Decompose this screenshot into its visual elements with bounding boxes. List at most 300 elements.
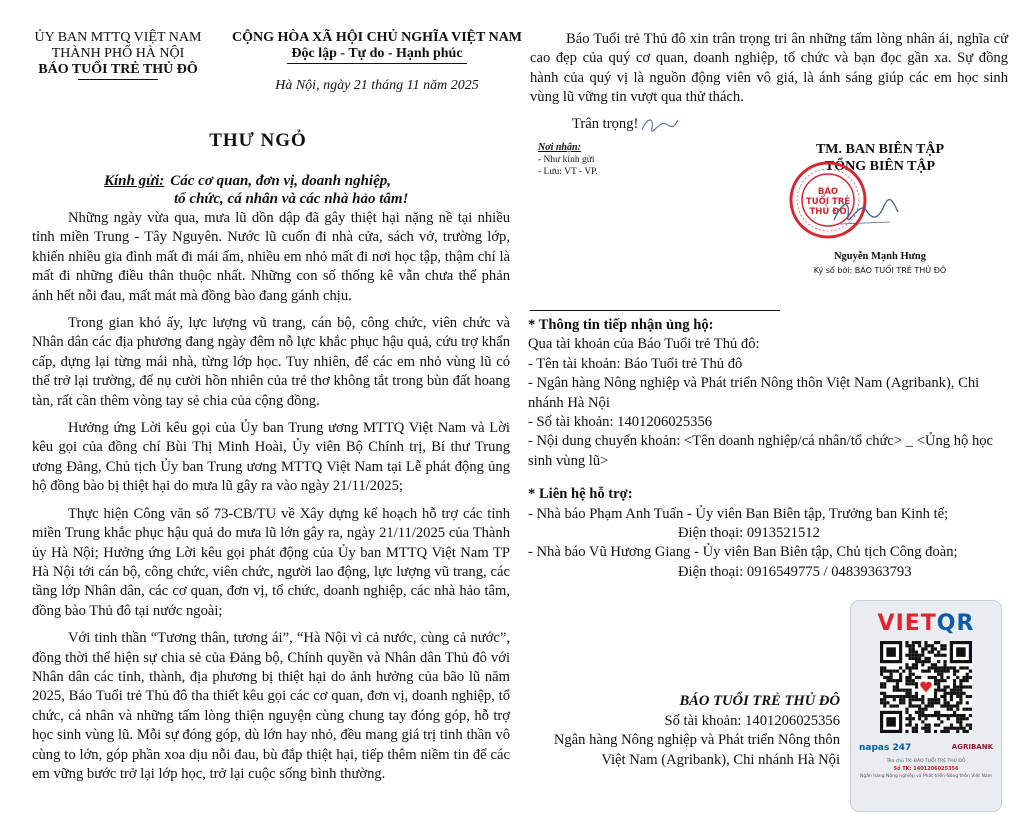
qr-module [909, 673, 912, 676]
qr-module [959, 685, 962, 688]
qr-module [909, 654, 912, 657]
agribank-logo: AGRIBANK [951, 743, 993, 751]
qr-module [962, 714, 965, 717]
qr-module [934, 730, 937, 733]
qr-module [921, 701, 924, 704]
qr-module [940, 647, 943, 650]
qr-module [912, 657, 915, 660]
qr-module [924, 670, 927, 673]
qr-module [934, 654, 937, 657]
qr-module [937, 711, 940, 714]
letter-title: THƯ NGỎ [209, 130, 307, 151]
qr-module [943, 730, 946, 733]
qr-module [953, 689, 956, 692]
qr-module [956, 717, 959, 720]
qr-module [937, 670, 940, 673]
qr-module [921, 711, 924, 714]
qr-module [940, 714, 943, 717]
initial-signature-icon [640, 114, 680, 136]
qr-module [928, 670, 931, 673]
svg-text:TUỔI TRẺ: TUỔI TRẺ [805, 197, 851, 207]
qr-module [959, 717, 962, 720]
qr-module [962, 676, 965, 679]
qr-module [909, 720, 912, 723]
qr-module [921, 663, 924, 666]
account-summary-bank-2: Việt Nam (Agribank), Chi nhánh Hà Nội [601, 751, 840, 768]
qr-module [880, 698, 883, 701]
thanks-block [530, 30, 1008, 108]
qr-module [931, 714, 934, 717]
national-motto: Độc lập - Tự do - Hạnh phúc [291, 46, 463, 61]
account-summary-title: BÁO TUỔI TRẺ THỦ ĐÔ [679, 693, 840, 709]
qr-module [934, 670, 937, 673]
qr-module [880, 692, 883, 695]
qr-module [912, 727, 915, 730]
closing-regards: Trân trọng! [572, 116, 639, 132]
qr-module [931, 644, 934, 647]
qr-module [969, 695, 972, 698]
qr-module [943, 701, 946, 704]
qr-module [909, 670, 912, 673]
qr-module [962, 666, 965, 669]
qr-module [928, 651, 931, 654]
qr-module [950, 698, 953, 701]
qr-module [931, 647, 934, 650]
account-number: - Số tài khoản: 1401206025356 [528, 414, 713, 431]
svg-text:BÁO: BÁO [817, 187, 839, 197]
qr-module [918, 714, 921, 717]
qr-module [893, 689, 896, 692]
qr-module [934, 711, 937, 714]
qr-code-icon [880, 641, 972, 733]
qr-module [883, 704, 886, 707]
qr-module [880, 682, 883, 685]
qr-module [966, 708, 969, 711]
qr-module [947, 670, 950, 673]
vietqr-card [850, 600, 1002, 812]
qr-module [953, 727, 956, 730]
qr-module [934, 701, 937, 704]
qr-module [915, 730, 918, 733]
recipient-label: Kính gửi: [104, 173, 165, 189]
qr-module [956, 685, 959, 688]
qr-module [915, 663, 918, 666]
qr-module [921, 720, 924, 723]
qr-module [940, 676, 943, 679]
qr-module [918, 717, 921, 720]
qr-module [915, 698, 918, 701]
qr-module [909, 704, 912, 707]
qr-module [940, 670, 943, 673]
qr-module [909, 682, 912, 685]
qr-module [947, 727, 950, 730]
qr-module [921, 708, 924, 711]
qr-module [883, 695, 886, 698]
qr-module [883, 676, 886, 679]
account-summary-bank-1: Ngân hàng Nông nghiệp và Phát triển Nông thôn [553, 732, 840, 748]
qr-module [924, 717, 927, 720]
qr-module [883, 701, 886, 704]
qr-module [934, 695, 937, 698]
qr-module [937, 714, 940, 717]
qr-module [943, 714, 946, 717]
qr-module [966, 673, 969, 676]
qr-module [918, 698, 921, 701]
qr-module [947, 692, 950, 695]
body-paragraph-4: Thực hiện Công văn số 73-CB/TU về Xây dựng kế hoạch hỗ trợ các tỉnh miền Trung khắc phục hậu quả do mưa lũ lớn gây ra, ngày 21/11/2025 của Thành ủy Hà Nội; Hưởng ứng Lời kêu gọi phát động của Ủy ban MTTQ Việt Nam TP Hà Nội tới cán bộ, công chức, viên chức, người lao động, lực lượng vũ trang, các tầng lớp Nhân dân, các cơ quan, đơn vị, tổ chức, doanh nghiệp, các nhà hảo tâm, đồng bào Thủ đô tại nước ngoài; [32, 505, 510, 619]
qr-module [953, 711, 956, 714]
qr-module [956, 689, 959, 692]
qr-module [959, 692, 962, 695]
qr-module [915, 685, 918, 688]
qr-module [950, 666, 953, 669]
qr-module [931, 704, 934, 707]
qr-module [934, 679, 937, 682]
qr-module [934, 689, 937, 692]
qr-module [962, 679, 965, 682]
qr-module [890, 670, 893, 673]
qr-module [915, 692, 918, 695]
qr-module [912, 666, 915, 669]
qr-module [909, 657, 912, 660]
qr-module [918, 644, 921, 647]
qr-module [918, 711, 921, 714]
qr-module [966, 695, 969, 698]
qr-module [909, 679, 912, 682]
qr-module [909, 666, 912, 669]
qr-account-number: Số TK: 1401206025356 [893, 766, 959, 772]
qr-module [915, 704, 918, 707]
qr-module [915, 676, 918, 679]
qr-module [956, 695, 959, 698]
qr-module [899, 673, 902, 676]
qr-module [899, 698, 902, 701]
qr-module [915, 682, 918, 685]
qr-module [928, 666, 931, 669]
qr-module [886, 701, 889, 704]
qr-module [880, 685, 883, 688]
qr-module [937, 654, 940, 657]
qr-module [943, 727, 946, 730]
section-divider [530, 310, 780, 311]
vietqr-logo: VIETQR [877, 611, 975, 636]
qr-module [934, 676, 937, 679]
qr-module [947, 717, 950, 720]
qr-module [943, 695, 946, 698]
qr-module [956, 714, 959, 717]
qr-module [943, 666, 946, 669]
qr-module [915, 727, 918, 730]
issuer-header [18, 30, 218, 80]
qr-module [912, 698, 915, 701]
qr-module [959, 682, 962, 685]
qr-module [928, 644, 931, 647]
qr-module [883, 685, 886, 688]
thanks-paragraph: Báo Tuổi trẻ Thủ đô xin trân trọng tri ân những tấm lòng nhân ái, nghĩa cử cao đẹp của quý cơ quan, doanh nghiệp, tổ chức và bạn đọc gần xa. Sự đồng hành của quý vị là nguồn động viên vô giá, là ánh sáng giúp các em học sinh vùng lũ vững tin vượt qua thử thách. [530, 31, 1008, 106]
qr-module [909, 714, 912, 717]
qr-module [924, 723, 927, 726]
qr-module [937, 698, 940, 701]
qr-module [905, 708, 908, 711]
qr-module [918, 654, 921, 657]
qr-module [934, 692, 937, 695]
qr-module [940, 689, 943, 692]
qr-module [934, 647, 937, 650]
qr-module [902, 701, 905, 704]
info-section [528, 316, 1012, 582]
qr-module [937, 673, 940, 676]
letter-date: Hà Nội, ngày 21 tháng 11 năm 2025 [275, 78, 479, 93]
qr-module [909, 692, 912, 695]
qr-module [924, 704, 927, 707]
qr-module [905, 695, 908, 698]
qr-module [896, 670, 899, 673]
recipients-list [538, 142, 738, 178]
body-paragraph-1: Những ngày vừa qua, mưa lũ dồn dập đã gây thiệt hại nặng nề tại nhiều tỉnh miền Trung - Tây Nguyên. Nước lũ cuốn đi nhà cửa, sách vở, trường lớp, khiến nhiều gia đình mất đi mái ấm, nhiều em nhỏ mất đi nơi học tập, thậm chí là mất đi những điều thân thuộc nhất. Những con số thống kê vẫn chưa thể phản ánh hết nỗi đau, mất mát mà đồng bào đang gánh chịu. [32, 210, 510, 304]
qr-module [940, 673, 943, 676]
qr-module [947, 704, 950, 707]
qr-module [918, 641, 921, 644]
qr-module [893, 695, 896, 698]
qr-module [915, 641, 918, 644]
qr-module [953, 673, 956, 676]
qr-module [943, 698, 946, 701]
qr-module [905, 682, 908, 685]
qr-module [928, 723, 931, 726]
qr-module [886, 676, 889, 679]
svg-text:THỦ ĐÔ: THỦ ĐÔ [809, 207, 847, 217]
qr-module [890, 695, 893, 698]
qr-module [969, 708, 972, 711]
qr-module [956, 676, 959, 679]
letter-body [32, 209, 510, 792]
qr-account-holder: Tên chủ TK: BÁO TUỔI TRẺ THỦ ĐÔ [886, 759, 966, 764]
qr-module [905, 692, 908, 695]
qr-module [950, 723, 953, 726]
bank-name: - Ngân hàng Nông nghiệp và Phát triển Nông thôn Việt Nam (Agribank), Chi nhánh Hà Nội [528, 375, 980, 411]
recipients-item: - Lưu: VT - VP. [538, 167, 598, 177]
qr-module [956, 701, 959, 704]
qr-module [896, 679, 899, 682]
qr-module [912, 651, 915, 654]
qr-module [956, 670, 959, 673]
qr-module [937, 689, 940, 692]
qr-module [890, 673, 893, 676]
qr-module [947, 666, 950, 669]
qr-module [883, 682, 886, 685]
qr-module [921, 714, 924, 717]
qr-module [928, 660, 931, 663]
qr-module [905, 723, 908, 726]
qr-module [956, 704, 959, 707]
qr-module [962, 708, 965, 711]
qr-module [921, 651, 924, 654]
qr-module [915, 723, 918, 726]
qr-module [909, 644, 912, 647]
qr-module [909, 701, 912, 704]
qr-module [931, 663, 934, 666]
qr-module [940, 704, 943, 707]
qr-module [937, 717, 940, 720]
issuer-line-1: ỦY BAN MTTQ VIỆT NAM [34, 30, 202, 45]
national-header [232, 30, 522, 64]
qr-module [947, 676, 950, 679]
qr-module [966, 679, 969, 682]
qr-module [886, 679, 889, 682]
qr-module [969, 676, 972, 679]
qr-module [934, 723, 937, 726]
qr-module [918, 660, 921, 663]
handwritten-signature-icon [830, 192, 900, 232]
qr-module [915, 657, 918, 660]
qr-module [918, 708, 921, 711]
qr-module [909, 698, 912, 701]
account-name: - Tên tài khoản: Báo Tuổi trẻ Thủ đô [528, 355, 743, 372]
qr-module [909, 717, 912, 720]
qr-bank-name: Ngân hàng Nông nghiệp và Phát triển Nông thôn Việt Nam [859, 774, 993, 779]
issuer-line-3: BÁO TUỔI TRẺ THỦ ĐÔ [38, 62, 198, 77]
qr-module [893, 670, 896, 673]
qr-module [928, 701, 931, 704]
qr-module [896, 689, 899, 692]
national-underline [287, 63, 467, 64]
qr-module [928, 704, 931, 707]
qr-module [947, 701, 950, 704]
qr-module [893, 704, 896, 707]
qr-module [940, 679, 943, 682]
qr-finder-pattern [886, 717, 896, 727]
issuer-underline [78, 79, 158, 80]
qr-module [940, 730, 943, 733]
qr-module [924, 708, 927, 711]
qr-module [928, 698, 931, 701]
qr-module [947, 714, 950, 717]
qr-module [893, 679, 896, 682]
qr-module [966, 730, 969, 733]
qr-module [934, 666, 937, 669]
qr-module [943, 647, 946, 650]
recipients-item: - Như kính gửi [538, 155, 595, 165]
qr-module [943, 660, 946, 663]
qr-module [921, 698, 924, 701]
qr-module [966, 685, 969, 688]
signer-name: Nguyễn Mạnh Hưng [833, 251, 927, 262]
qr-module [905, 717, 908, 720]
digital-signature-note: Ký số bởi: BÁO TUỔI TRẺ THỦ ĐÔ [813, 266, 947, 275]
qr-module [934, 682, 937, 685]
qr-module [956, 727, 959, 730]
qr-module [924, 644, 927, 647]
qr-module [883, 670, 886, 673]
recipient-block [104, 172, 524, 208]
qr-module [896, 682, 899, 685]
recipient-line-1: Các cơ quan, đơn vị, doanh nghiệp, [170, 173, 391, 189]
qr-module [883, 698, 886, 701]
qr-module [937, 666, 940, 669]
qr-module [912, 654, 915, 657]
qr-module [880, 673, 883, 676]
qr-module [962, 730, 965, 733]
qr-module [924, 647, 927, 650]
qr-module [905, 676, 908, 679]
qr-module [909, 651, 912, 654]
qr-module [909, 647, 912, 650]
qr-module [956, 720, 959, 723]
qr-module [937, 651, 940, 654]
body-paragraph-5: Với tinh thần “Tương thân, tương ái”, “Hà Nội vì cả nước, cùng cả nước”, đồng thời thể hiện sự chia sẻ của Đảng bộ, Chính quyền và Nhân dân Thủ đô với Nhân dân các tỉnh, thành, địa phương bị thiệt hại do ảnh hưởng của bão lũ năm 2025, Báo Tuổi trẻ Thủ đô tha thiết kêu gọi các cơ quan, đơn vị, doanh nghiệp, tổ chức, cá nhân và những tấm lòng thiện nguyện cùng chung tay đóng góp, hỗ trợ học sinh vùng lũ. Mỗi sự đóng góp, dù lớn hay nhỏ, đều mang giá trị tinh thần vô cùng to lớn, góp phần xoa dịu nỗi đau, bù đắp thiệt hại, tiếp thêm niềm tin để các em vững bước trở lại lớp học, trở lại cuộc sống bình thường. [32, 630, 510, 782]
qr-module [966, 676, 969, 679]
qr-module [943, 704, 946, 707]
qr-module [905, 641, 908, 644]
qr-module [880, 701, 883, 704]
qr-module [899, 666, 902, 669]
qr-module [880, 666, 883, 669]
qr-module [956, 708, 959, 711]
qr-module [886, 670, 889, 673]
qr-module [956, 730, 959, 733]
qr-module [909, 723, 912, 726]
qr-module [905, 663, 908, 666]
qr-module [937, 679, 940, 682]
qr-module [953, 666, 956, 669]
qr-module [915, 660, 918, 663]
qr-module [931, 698, 934, 701]
qr-module [921, 647, 924, 650]
qr-module [905, 644, 908, 647]
qr-module [969, 685, 972, 688]
qr-module [943, 670, 946, 673]
qr-module [921, 727, 924, 730]
qr-module [931, 666, 934, 669]
qr-module [890, 704, 893, 707]
qr-module [912, 679, 915, 682]
qr-module [966, 666, 969, 669]
qr-module [940, 644, 943, 647]
qr-module [947, 708, 950, 711]
qr-module [912, 647, 915, 650]
qr-module [937, 660, 940, 663]
qr-module [918, 657, 921, 660]
qr-module [890, 679, 893, 682]
qr-module [899, 679, 902, 682]
signature-role: TM. BAN BIÊN TẬP [815, 142, 945, 157]
qr-module [959, 720, 962, 723]
qr-module [893, 685, 896, 688]
qr-module [905, 679, 908, 682]
qr-module [969, 727, 972, 730]
qr-module [912, 717, 915, 720]
qr-module [953, 685, 956, 688]
qr-module [966, 717, 969, 720]
qr-module [896, 695, 899, 698]
qr-module [909, 689, 912, 692]
qr-finder-pattern [956, 647, 966, 657]
recipient-line-2: tổ chức, cá nhân và các nhà hảo tâm! [174, 191, 409, 207]
qr-module [959, 666, 962, 669]
qr-module [899, 689, 902, 692]
transfer-content: - Nội dung chuyển khoản: <Tên doanh nghiệp/cá nhân/tổ chức> _ <Ủng hộ học sinh vùng lũ> [528, 433, 994, 469]
qr-module [931, 676, 934, 679]
body-paragraph-3: Hưởng ứng Lời kêu gọi của Ủy ban Trung ương MTTQ Việt Nam và Lời kêu gọi của đồng chí Bùi Thị Minh Hoài, Ủy viên Bộ Chính trị, Bí thư Trung ương Đảng, Chủ tịch Ủy ban Trung ương MTTQ Việt Nam tại Lễ phát động ủng hộ đồng bào bị thiệt hại do mưa lũ gây ra vào ngày 21/11/2025; [32, 420, 510, 495]
qr-module [947, 730, 950, 733]
qr-module [940, 666, 943, 669]
qr-module [905, 711, 908, 714]
donation-heading: * Thông tin tiếp nhận ủng hộ: [528, 317, 714, 333]
qr-module [899, 701, 902, 704]
qr-module [883, 666, 886, 669]
qr-module [966, 723, 969, 726]
qr-module [966, 701, 969, 704]
